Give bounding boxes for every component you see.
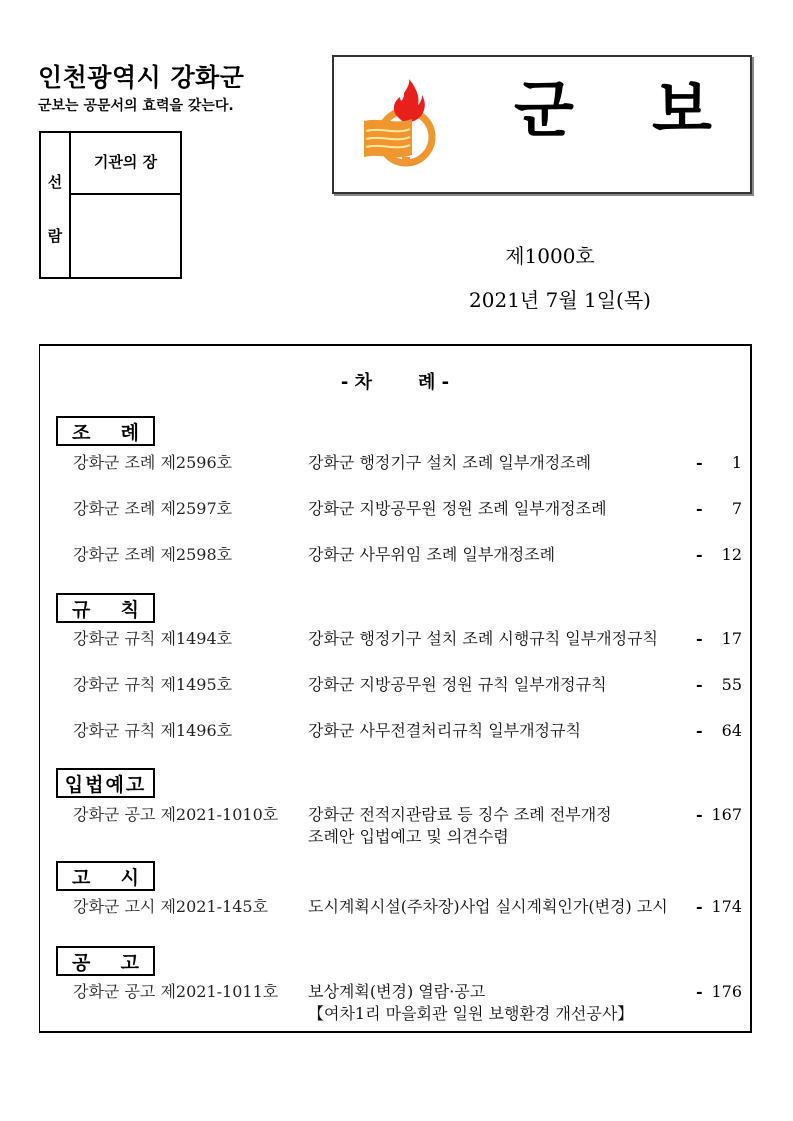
- approval-side-label-top: 선: [47, 173, 63, 191]
- page-number: 64: [721, 721, 742, 740]
- page-number: 12: [721, 545, 742, 564]
- issue-number: 제1000호: [505, 244, 595, 268]
- page-number: 17: [721, 629, 742, 648]
- masthead-title-char-2: 보: [652, 73, 712, 146]
- section-tag-public-notice: 고 시: [56, 861, 155, 891]
- organization-title: 인천광역시 강화군: [38, 63, 245, 92]
- section-tag-announcement: 공 고: [56, 946, 155, 976]
- approval-box: [39, 131, 182, 279]
- page-number: 7: [731, 499, 742, 518]
- page-number: 55: [721, 675, 742, 694]
- section-tag-legislative-notice: 입법예고: [56, 768, 155, 798]
- issue-date: 2021년 7월 1일(목): [469, 288, 651, 312]
- toc-heading: - 차 례 -: [340, 372, 450, 393]
- page-number: 176: [711, 982, 742, 1001]
- page-number: 1: [731, 453, 742, 472]
- approval-side-label: [41, 133, 71, 277]
- approval-signature-cell: [71, 195, 180, 277]
- county-emblem-icon: [360, 79, 442, 169]
- approval-head-label: 기관의 장: [71, 133, 180, 195]
- page-number: 174: [711, 897, 742, 916]
- bulletin-subtitle: 군보는 공문서의 효력을 갖는다.: [38, 98, 234, 114]
- masthead: [332, 55, 752, 194]
- section-tag-rules: 규 칙: [56, 593, 155, 623]
- masthead-title-char-1: 군: [514, 73, 574, 146]
- table-of-contents: - 차 례 - 조 례 강화군 조례 제2596호 강화군 행정기구 설치 조례 일부개정조례 - 1 강화군 조례 제2597호 강화군 지방공무원 정원 조례 일부개정조례 - 7 강화군 조례 제2598호 강화군 사무위임 조례 일부개정조례 - 12 규 칙 강화군 규칙 제1494호 강화군 행정기구 설치 조례 시행규칙 일부개정규칙 - 17 강화군 규칙 제1495호 강화군 지방공무원 정원 규칙 일부개정규칙 - 55 강화군 규칙 제1496호 강화군 사무전결처리규칙 일부개정규칙 - 64 입법예고 강화군 공고 제2021-1010호 강화군 전적지관람료 등 징수 조례 전부개정 조례안 입법예고 및 의견수렴 - 167 고 시 강화군 고시 제2021-145호 도시계획시설(주차장)사업 실시계획인가(변경) 고시 - 174 공 고 강화군 공고 제2021-1011호 보상계획(변경) 열람·공고 【여차1리 마을회관 일원 보행환경 개선공사】 - 176: [39, 344, 752, 1033]
- section-tag-ordinance: 조 례: [56, 416, 155, 446]
- page-number: 167: [711, 805, 742, 824]
- approval-side-label-bottom: 람: [47, 227, 63, 245]
